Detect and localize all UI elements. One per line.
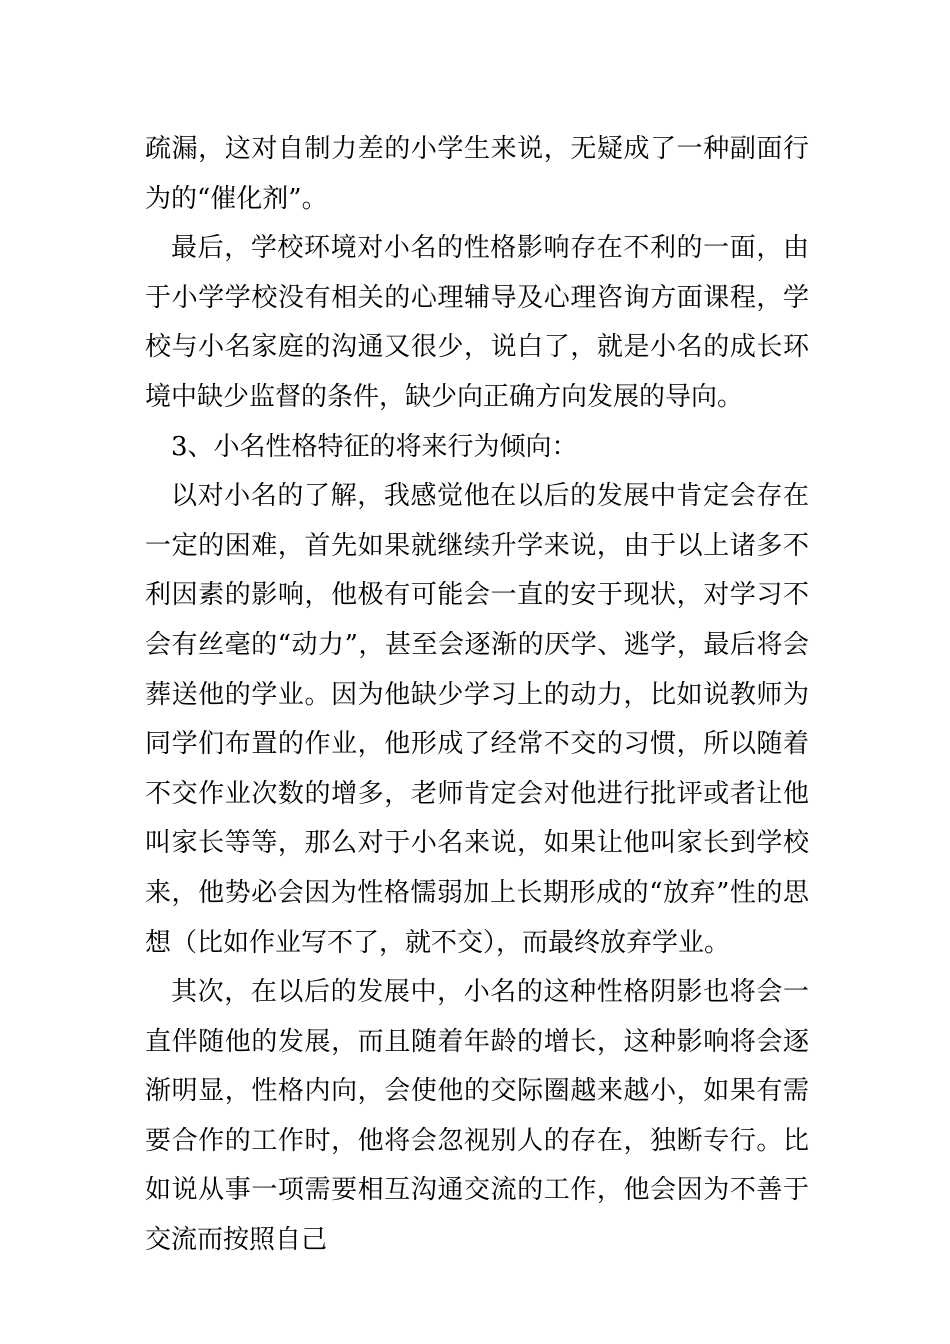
- paragraph-3: 以对小名的了解，我感觉他在以后的发展中肯定会存在一定的困难，首先如果就继续升学来说，由于以上诸多不利因素的影响，他极有可能会一直的安于现状，对学习不会有丝毫的“动力”，甚至会逐渐的厌学、逃学，最后将会葬送他的学业。因为他缺少学习上的动力，比如说教师为同学们布置的作业，他形成了经常不交的习惯，所以随着不交作业次数的增多，老师肯定会对他进行批评或者让他叫家长等等，那么对于小名来说，如果让他叫家长到学校来，他势必会因为性格懦弱加上长期形成的“放弃”性的思想（比如作业写不了，就不交），而最终放弃学业。: [145, 481, 809, 958]
- paragraph-2: 最后，学校环境对小名的性格影响存在不利的一面，由于小学学校没有相关的心理辅导及心理咨询方面课程，学校与小名家庭的沟通又很少，说白了，就是小名的成长环境中缺少监督的条件，缺少向正确方向发展的导向。: [145, 233, 809, 412]
- paragraph-1: 疏漏，这对自制力差的小学生来说，无疑成了一种副面行为的“催化剂”。: [145, 134, 809, 214]
- document-body: [145, 125, 809, 1266]
- section-heading: 3、小名性格特征的将来行为倾向：: [171, 431, 578, 462]
- paragraph-4: 其次，在以后的发展中，小名的这种性格阴影也将会一直伴随他的发展，而且随着年龄的增长，这种影响将会逐渐明显，性格内向，会使他的交际圈越来越小，如果有需要合作的工作时，他将会忽视别人的存在，独断专行。比如说从事一项需要相互沟通交流的工作，他会因为不善于交流而按照自己: [145, 977, 809, 1256]
